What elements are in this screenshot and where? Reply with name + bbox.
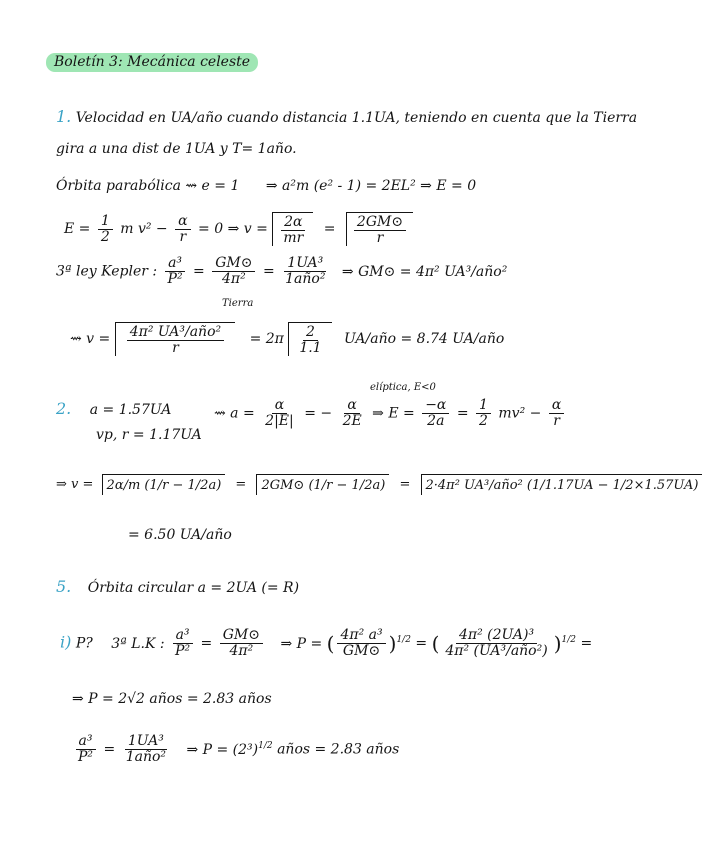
problem-2-line-1: 2. a = 1.57UA bbox=[56, 399, 172, 418]
tierra-annotation: Tierra bbox=[222, 298, 254, 309]
orbit-line: Órbita parabólica ⇝ e = 1 ⇒ a²m (e² - 1) = 2EL² ⇒ E = 0 bbox=[56, 178, 477, 194]
kepler-equation: 3ª ley Kepler : $\frac{\text{a³}}{\text{P²}}$ = $\frac{GM⊙}{\text{4π²}}$ = $\frac{\text{1UA³}}{\text{1año²}}$ ⇒ GM⊙ = 4π² UA³/año² bbox=[56, 255, 508, 287]
elliptic-note: elíptica, E<0 bbox=[370, 382, 436, 393]
energy-equation: E = $\frac{1}{2}$ m v² − $\frac{\alpha}{r}$ = 0 ⇒ v = $\frac{2\alpha}{mr}$ = $\frac{2GM⊙}{r}$ bbox=[64, 212, 413, 246]
problem-5-line-1: 5. Órbita circular a = 2UA (= R) bbox=[56, 577, 300, 596]
velocity-equation: ⇝ v = $\frac{\text{4π² UA³/año²}}{r}$ = 2π $\frac{2}{1.1}$ UA/año = 8.74 UA/año bbox=[70, 324, 505, 356]
page-title bbox=[46, 53, 258, 71]
period-alt-derivation: $\frac{\text{a³}}{\text{P²}}$ = $\frac{\text{1UA³}}{\text{1año²}}$ ⇒ $P = (2^3)^{1/2}$ años = 2.83 años bbox=[72, 734, 399, 765]
period-result: ⇒ P = 2√2 años = 2.83 años bbox=[72, 691, 272, 707]
problem-1-number: 1. bbox=[56, 107, 72, 126]
problem-2-line-2: vp, r = 1.17UA bbox=[96, 427, 202, 443]
problem-5-number: 5. bbox=[56, 577, 72, 596]
problem-1-statement: Velocidad en UA/año cuando distancia 1.1UA, teniendo en cuenta que la Tierra bbox=[75, 110, 638, 126]
period-kepler: i) P? 3ª L.K : $\frac{\text{a³}}{\text{P²}}$ = $\frac{GM⊙}{\text{4π²}}$ ⇒ P = ( $\frac{\text{4π² a³}}{GM⊙}$ )$^{1/2}$ = ( $\frac{\text{4π² (2UA)³}}{\text{4π² (UA³/año²)}}$ )$^{1/2}$ = bbox=[60, 627, 593, 659]
semimajor-relation: ⇝ a = $\frac{\alpha}{2|E|}$ = − $\frac{\alpha}{2E}$ ⇒ E = $\frac{-\alpha}{2a}$ = $\frac{1}{2}$ mv² − $\frac{\alpha}{r}$ bbox=[214, 398, 567, 429]
problem-1-line-1 bbox=[56, 108, 637, 127]
problem-1-line-2: gira a una dist de 1UA y T= 1año. bbox=[56, 141, 297, 157]
title-highlight: Boletín 3: Mecánica celeste bbox=[46, 53, 258, 72]
velocity-ellipse-equation: ⇒ v = 2α/m (1/r − 1/2a) = 2GM⊙ (1/r − 1/2a) = 2·4π² UA³/año² (1/1.17UA − 1/2×1.57UA) bbox=[56, 474, 702, 495]
problem-2-result: = 6.50 UA/año bbox=[128, 527, 232, 543]
problem-2-number: 2. bbox=[56, 399, 72, 418]
